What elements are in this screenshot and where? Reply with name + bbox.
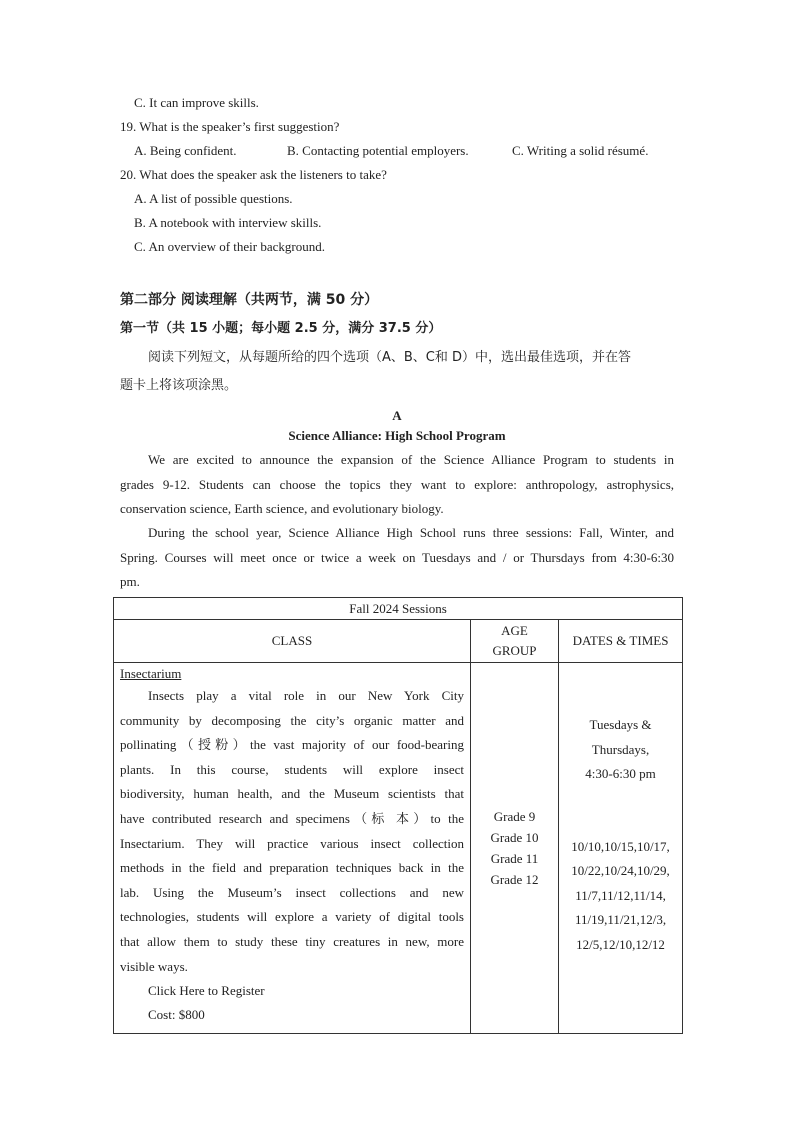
table-row <box>114 663 683 1034</box>
age-group-cell <box>471 663 559 1034</box>
date-line: 11/7,11/12,11/14, <box>575 887 666 903</box>
description-line: have contributed research and specimens（标 本）to the <box>120 810 464 826</box>
q19-question: 19. What is the speaker’s first suggestion? <box>120 119 340 134</box>
table-caption-row <box>114 598 683 620</box>
grade-label: Grade 12 <box>490 872 539 888</box>
grade-label: Grade 9 <box>493 809 536 825</box>
schedule-line: Thursdays, <box>591 741 650 757</box>
passage-paragraph-1 <box>120 448 674 522</box>
date-line: 11/19,11/21,12/3, <box>574 912 667 927</box>
passage-letter: A <box>392 408 402 423</box>
q18-option-c: C. It can improve skills. <box>134 95 259 110</box>
schedule-line: 4:30-6:30 pm <box>585 766 656 781</box>
header-age-group <box>471 620 559 663</box>
description-line: pollinating（授粉）the vast majority of our food-bearing <box>120 737 464 753</box>
class-description <box>120 684 464 979</box>
description-line: biodiversity, human health, and the Museum scientists that <box>120 786 464 802</box>
q20-option-b: B. A notebook with interview skills. <box>134 215 322 230</box>
class-cell <box>114 663 471 1034</box>
grade-label: Grade 11 <box>490 851 539 867</box>
class-name: Insectarium <box>120 666 182 681</box>
para2-line-3: pm. <box>120 574 140 589</box>
passage-title: Science Alliance: High School Program <box>288 428 506 443</box>
sessions-table <box>113 597 683 1034</box>
q20-option-c: C. An overview of their background. <box>134 239 325 254</box>
description-line: plants. In this course, students will explore insect <box>120 761 464 777</box>
description-line: technologies, students will explore a variety of digital tools <box>120 909 464 925</box>
dates-times-cell <box>559 663 683 1034</box>
section1-heading: 第一节（共 15 小题；每小题 2.5 分，满分 37.5 分） <box>120 321 442 336</box>
q20-question: 20. What does the speaker ask the listeners to take? <box>120 167 387 182</box>
instruction-line-2: 题卡上将该项涂黑。 <box>120 378 238 393</box>
q19-options <box>0 142 794 160</box>
grade-label: Grade 10 <box>490 830 539 846</box>
description-line: lab. Using the Museum’s insect collections and new <box>120 884 464 900</box>
date-line: 10/10,10/15,10/17, <box>571 838 670 854</box>
description-line: community by decomposing the city’s organic matter and <box>120 712 464 728</box>
description-line: methods in the field and preparation techniques back in the <box>120 860 464 876</box>
part2-heading: 第二部分 阅读理解（共两节，满 50 分） <box>120 292 379 308</box>
header-dates-times: DATES & TIMES <box>559 620 683 663</box>
description-line: visible ways. <box>120 958 188 974</box>
para2-line-2: Spring. Courses will meet once or twice a week on Tuesdays and / or Thursdays from 4:30-6:30 <box>120 549 674 565</box>
para1-line-2: grades 9-12. Students can choose the topics they want to explore: anthropology, astrophysics, <box>120 476 674 492</box>
passage-paragraph-2 <box>120 521 674 595</box>
description-line: Insects play a vital role in our New York City <box>148 688 464 703</box>
para1-line-1: We are excited to announce the expansion of the Science Alliance Program to students in <box>148 452 674 467</box>
q19-option-b: B. Contacting potential employers. <box>287 143 469 158</box>
instruction-line-1: 阅读下列短文，从每题所给的四个选项（A、B、C和 D）中，选出最佳选项，并在答 <box>148 350 632 365</box>
header-class: CLASS <box>114 620 471 663</box>
description-line: that allow them to study these tiny creatures in new, more <box>120 933 464 949</box>
register-link[interactable]: Click Here to Register <box>148 983 265 999</box>
q19-option-c: C. Writing a solid résumé. <box>512 143 649 158</box>
q19-option-a: A. Being confident. <box>134 143 237 158</box>
q20-option-a: A. A list of possible questions. <box>134 191 293 206</box>
date-line: 10/22,10/24,10/29, <box>571 863 670 878</box>
header-age-line-2: GROUP <box>492 643 537 658</box>
para2-line-1: During the school year, Science Alliance High School runs three sessions: Fall, Winter, and <box>148 525 674 540</box>
header-age-line-1: AGE <box>501 623 528 638</box>
schedule-line: Tuesdays & <box>589 717 652 732</box>
date-line: 12/5,12/10,12/12 <box>576 936 665 952</box>
para1-line-3: conservation science, Earth science, and evolutionary biology. <box>120 501 444 516</box>
cost-label: Cost: $800 <box>148 1007 205 1023</box>
description-line: Insectarium. They will practice various insect collection <box>120 835 464 851</box>
table-caption: Fall 2024 Sessions <box>114 598 683 620</box>
table-header-row <box>114 620 683 663</box>
